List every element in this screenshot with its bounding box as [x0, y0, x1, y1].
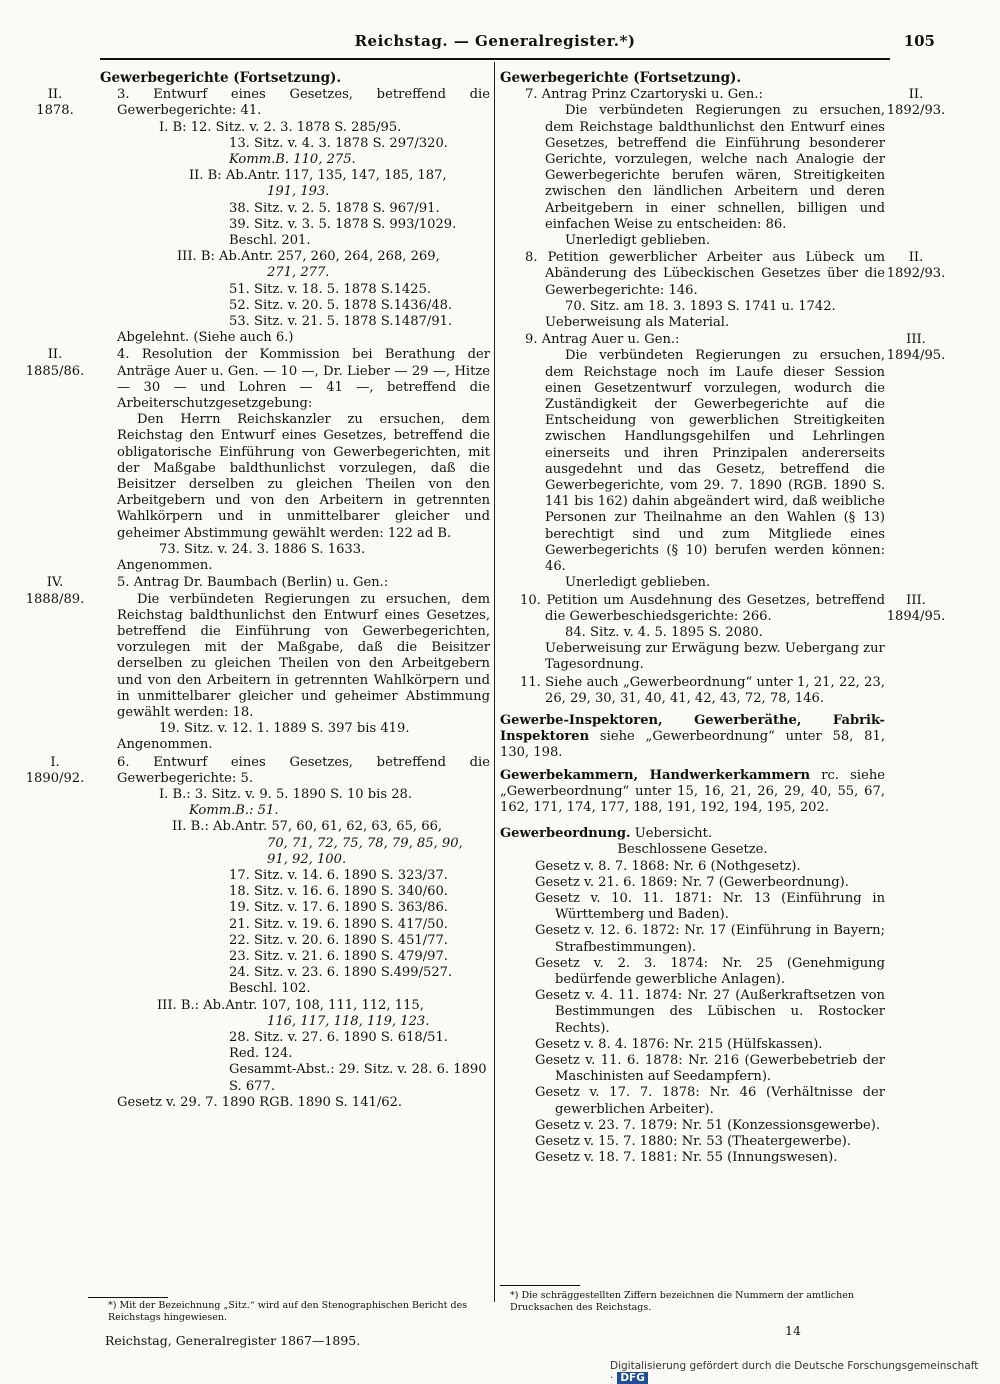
law-item: Gesetz v. 21. 6. 1869: Nr. 7 (Gewerbeordnung). [535, 874, 849, 890]
reading-line: 39. Sitz. v. 3. 5. 1878 S. 993/1029. [229, 216, 457, 232]
law-item: Gesetz v. 12. 6. 1872: Nr. 17 (Einführung in Bayern; Strafbestimmungen). [535, 923, 885, 955]
result-line: Unerledigt geblieben. [565, 575, 711, 591]
reading-line: 51. Sitz. v. 18. 5. 1878 S.1425. [229, 281, 432, 297]
legislature-mark: III. 1894/95. [886, 592, 946, 624]
law-item: Gesetz v. 15. 7. 1880: Nr. 53 (Theatergewerbe). [535, 1134, 851, 1149]
entry-title: 11. Siehe auch „Gewerbeordnung“ unter 1, 21, 22, 23, 26, 29, 30, 31, 40, 41, 42, 43, 72, 78, 146. [520, 674, 885, 706]
result-line: Unerledigt geblieben. [565, 233, 711, 249]
legislature-mark: III. 1894/95. [886, 332, 946, 364]
digitization-credit [610, 1360, 1000, 1384]
entry-text: Den Herrn Reichskanzler zu ersuchen, dem Reichstag den Entwurf eines Gesetzes, betreffend die obligatorische Einführung von Gewerbegerichten, mit der Maßgabe baldthunlichst vorzulegen, daß die Beisitzer derselben zu gleichen Theilen von den Arbeitgebern und von den Arbeitern in getrennten Wahlkörpern und in unmittelbarer gleicher und geheimer Abstimmung gewählt werden: 122 ad B. [117, 412, 490, 541]
legislature-mark: I. 1890/92. [25, 754, 85, 786]
result-line: Angenommen. [117, 558, 213, 574]
reading-line: Komm.B.: 51. [189, 803, 279, 819]
result-line: Angenommen. [117, 737, 213, 753]
legislature-mark: II. 1892/93. [886, 250, 946, 282]
law-item: Gesetz v. 8. 4. 1876: Nr. 215 (Hülfskassen). [535, 1036, 823, 1052]
entry-11 [500, 675, 955, 707]
entry-title: 4. Resolution der Kommission bei Berathung der Anträge Auer u. Gen. — 10 —, Dr. Lieber — 29 —, Hitze — 30 — und Lohren — 41 —, betreffend die Arbeiterschutzgesetzgebung: [117, 347, 490, 412]
header-rule [100, 58, 890, 60]
entry-5 [20, 575, 490, 753]
law-item: Gesetz v. 10. 11. 1871: Nr. 13 (Einführung in Württemberg und Baden). [535, 890, 885, 923]
reading-line: 116, 117, 118, 119, 123. [267, 1013, 430, 1029]
entry-text: Die verbündeten Regierungen zu ersuchen, dem Reichstag baldthunlichst den Entwurf eines Gesetzes, betreffend die Einführung von Gewerbegerichten, vorzulegen mit der Maßgabe, daß die Beisitzer derselben zu gleichen Theilen von den Arbeitgebern und von den Arbeitern in getrennten Wahlkörpern und in unmittelbarer gleicher und geheimer Abstimmung gewählt werden: 18. [117, 591, 490, 720]
reading-line: 53. Sitz. v. 21. 5. 1878 S.1487/91. [229, 314, 453, 330]
session-line: 70. Sitz. am 18. 3. 1893 S. 1741 u. 1742. [565, 298, 836, 314]
legislature-mark: II. 1885/86. [25, 347, 85, 379]
left-column [20, 70, 490, 1111]
session-line: 73. Sitz. v. 24. 3. 1886 S. 1633. [159, 541, 366, 557]
entry-9 [500, 332, 955, 591]
entry-3 [20, 87, 490, 346]
entry-title: 3. Entwurf eines Gesetzes, betreffend die Gewerbegerichte: 41. [117, 87, 490, 119]
entry-heading: Gewerbe-Inspektoren, Gewerberäthe, Fabrik-Inspektoren [500, 712, 885, 745]
reading-line: 24. Sitz. v. 23. 6. 1890 S.499/527. [229, 965, 453, 981]
reading-line: S. 677. [229, 1078, 275, 1094]
session-line: 84. Sitz. v. 4. 5. 1895 S. 2080. [565, 624, 763, 640]
reading-line: 13. Sitz. v. 4. 3. 1878 S. 297/320. [229, 135, 448, 151]
left-section-heading: Gewerbegerichte (Fortsetzung). [100, 70, 342, 86]
credit-text: Digitalisierung gefördert durch die Deutsche Forschungsgemeinschaft · [610, 1360, 979, 1384]
left-footnote-rule [88, 1297, 168, 1298]
column-separator [494, 62, 495, 1302]
entry-text: Die verbündeten Regierungen zu ersuchen, dem Reichstage baldthunlichst den Entwurf eines Gesetzes, betreffend die Einführung besonderer Gerichte, vorzulegen, welche nach Analogie der Gewerbegerichte berufen wären, Streitigkeiten zwischen den ländlichen Arbeitern und deren Arbeitgebern in einer schnellen, billigen und einfachen Weise zu entscheiden: 86. [545, 103, 885, 232]
entry-title: 5. Antrag Dr. Baumbach (Berlin) u. Gen.: [117, 575, 389, 591]
sheet-number: 14 [785, 1323, 801, 1338]
reading-line: 19. Sitz. v. 17. 6. 1890 S. 363/86. [229, 900, 448, 916]
reading-line: Red. 124. [229, 1046, 293, 1062]
right-column [500, 70, 955, 1166]
legislature-mark: II. 1878. [36, 87, 74, 119]
law-item: Gesetz v. 2. 3. 1874: Nr. 25 (Genehmigung bedürfende gewerbliche Anlagen). [535, 955, 885, 987]
entry-reference: siehe „Gewerbeordnung“ unter 58, 81, 130, 198. [500, 729, 885, 761]
footer-left: Reichstag, Generalregister 1867—1895. [105, 1333, 361, 1348]
entry-4 [20, 347, 490, 574]
section-heading: Gewerbeordnung. [500, 826, 631, 842]
law-item: Gesetz v. 17. 7. 1878: Nr. 46 (Verhältnisse der gewerblichen Arbeiter). [535, 1085, 885, 1117]
entry-7 [500, 87, 955, 249]
entry-inspektoren [500, 713, 955, 762]
laws-subheading: Beschlossene Gesetze. [617, 842, 768, 858]
session-line: 19. Sitz. v. 12. 1. 1889 S. 397 bis 419. [159, 721, 410, 737]
entry-title: 9. Antrag Auer u. Gen.: [525, 332, 680, 348]
page-number: 105 [903, 32, 935, 50]
result-line: Ueberweisung zur Erwägung bezw. Uebergang zur Tagesordnung. [545, 641, 885, 673]
reading-line: Komm.B. 110, 275. [229, 152, 356, 168]
law-item: Gesetz v. 18. 7. 1881: Nr. 55 (Innungswesen). [535, 1150, 838, 1166]
gewerbeordnung-section [500, 826, 955, 1166]
reading-line: 271, 277. [267, 265, 330, 281]
reading-line: III. B: Ab.Antr. 257, 260, 264, 268, 269, [177, 249, 440, 265]
result-line: Abgelehnt. (Siehe auch 6.) [117, 330, 294, 346]
page-header [100, 32, 935, 54]
reading-line: 18. Sitz. v. 16. 6. 1890 S. 340/60. [229, 884, 448, 900]
entry-kammern [500, 768, 955, 817]
reading-line: I. B: 12. Sitz. v. 2. 3. 1878 S. 285/95. [159, 119, 402, 135]
entry-title: 8. Petition gewerblicher Arbeiter aus Lübeck um Abänderung des Lübeckischen Gesetzes über die Gewerbegerichte: 146. [525, 250, 885, 298]
result-line: Ueberweisung als Material. [545, 315, 730, 331]
law-item: Gesetz v. 4. 11. 1874: Nr. 27 (Außerkraftsetzen von Bestimmungen des Lübischen u. Rostocker Rechts). [535, 988, 885, 1036]
left-footnote: *) Mit der Bezeichnung „Sitz.“ wird auf den Stenographischen Bericht des Reichstags hingewiesen. [108, 1300, 468, 1323]
reading-line: Beschl. 201. [229, 233, 311, 249]
reading-line: 23. Sitz. v. 21. 6. 1890 S. 479/97. [229, 948, 448, 964]
law-item: Gesetz v. 8. 7. 1868: Nr. 6 (Nothgesetz). [535, 858, 801, 874]
reading-line: 91, 92, 100. [267, 851, 347, 867]
entry-title: 7. Antrag Prinz Czartoryski u. Gen.: [525, 87, 763, 103]
reading-line: 21. Sitz. v. 19. 6. 1890 S. 417/50. [229, 916, 448, 932]
reading-line: II. B.: Ab.Antr. 57, 60, 61, 62, 63, 65, 66, [172, 819, 443, 835]
reading-line: Gesammt-Abst.: 29. Sitz. v. 28. 6. 1890 [229, 1062, 487, 1078]
entry-8 [500, 250, 955, 331]
legislature-mark: II. 1892/93. [886, 87, 946, 119]
reading-line: I. B.: 3. Sitz. v. 9. 5. 1890 S. 10 bis 28. [159, 786, 413, 802]
section-subtitle: Uebersicht. [634, 826, 713, 842]
right-section-heading: Gewerbegerichte (Fortsetzung). [500, 70, 742, 86]
entry-title: 10. Petition um Ausdehnung des Gesetzes, betreffend die Gewerbeschiedsgerichte: 266. [520, 592, 885, 624]
reading-line: II. B: Ab.Antr. 117, 135, 147, 185, 187, [189, 168, 447, 184]
right-footnote: *) Die schräggestellten Ziffern bezeichnen die Nummern der amtlichen Drucksachen des Reichstags. [510, 1290, 854, 1313]
reading-line: 38. Sitz. v. 2. 5. 1878 S. 967/91. [229, 200, 440, 216]
law-item: Gesetz v. 11. 6. 1878: Nr. 216 (Gewerbebetrieb der Maschinisten auf Seedampfern). [535, 1052, 885, 1085]
dfg-logo: DFG [617, 1372, 648, 1384]
entry-text: Die verbündeten Regierungen zu ersuchen, dem Reichstage noch im Laufe dieser Session einen Gesetzentwurf vorzulegen, wodurch die Zuständigkeit der Gewerbegerichte auf die Entscheidung von gewerblichen Streitigkeiten zwischen Handlungsgehilfen und Lehrlingen einerseits und ihren Prinzipalen andererseits ausgedehnt und das Gesetz, betreffend die Gewerbegerichte, vom 29. 7. 1890 (RGB. 1890 S. 141 bis 162) dahin abgeändert wird, daß weibliche Personen zur Theilnahme an den Wahlen (§ 13) berechtigt sind und zum Mitgliede eines Gewerbegerichts (§ 10) berufen werden können: 46. [545, 348, 885, 575]
right-footnote-rule [500, 1285, 580, 1286]
reading-line: 28. Sitz. v. 27. 6. 1890 S. 618/51. [229, 1029, 448, 1045]
law-line: Gesetz v. 29. 7. 1890 RGB. 1890 S. 141/62. [117, 1094, 403, 1110]
reading-line: 191, 193. [267, 184, 330, 200]
legislature-mark: IV. 1888/89. [25, 575, 85, 607]
reading-line: Beschl. 102. [229, 981, 311, 997]
entry-heading: Gewerbekammern, Handwerkerkammern [500, 767, 811, 783]
reading-line: III. B.: Ab.Antr. 107, 108, 111, 112, 115, [157, 997, 424, 1013]
law-item: Gesetz v. 23. 7. 1879: Nr. 51 (Konzessionsgewerbe). [535, 1117, 881, 1133]
entry-reference: rc. siehe „Gewerbeordnung“ unter 15, 16, 21, 26, 29, 40, 55, 67, 162, 171, 174, 177, 188, 191, 192, 194, 195, 202. [500, 767, 885, 815]
reading-line: 70, 71, 72, 75, 78, 79, 85, 90, [267, 835, 463, 851]
entry-6 [20, 755, 490, 1111]
reading-line: 52. Sitz. v. 20. 5. 1878 S.1436/48. [229, 297, 453, 313]
reading-line: 17. Sitz. v. 14. 6. 1890 S. 323/37. [229, 867, 448, 883]
entry-10 [500, 593, 955, 674]
running-title: Reichstag. — Generalregister.*) [354, 32, 636, 50]
reading-line: 22. Sitz. v. 20. 6. 1890 S. 451/77. [229, 932, 448, 948]
entry-title: 6. Entwurf eines Gesetzes, betreffend die Gewerbegerichte: 5. [117, 754, 490, 786]
